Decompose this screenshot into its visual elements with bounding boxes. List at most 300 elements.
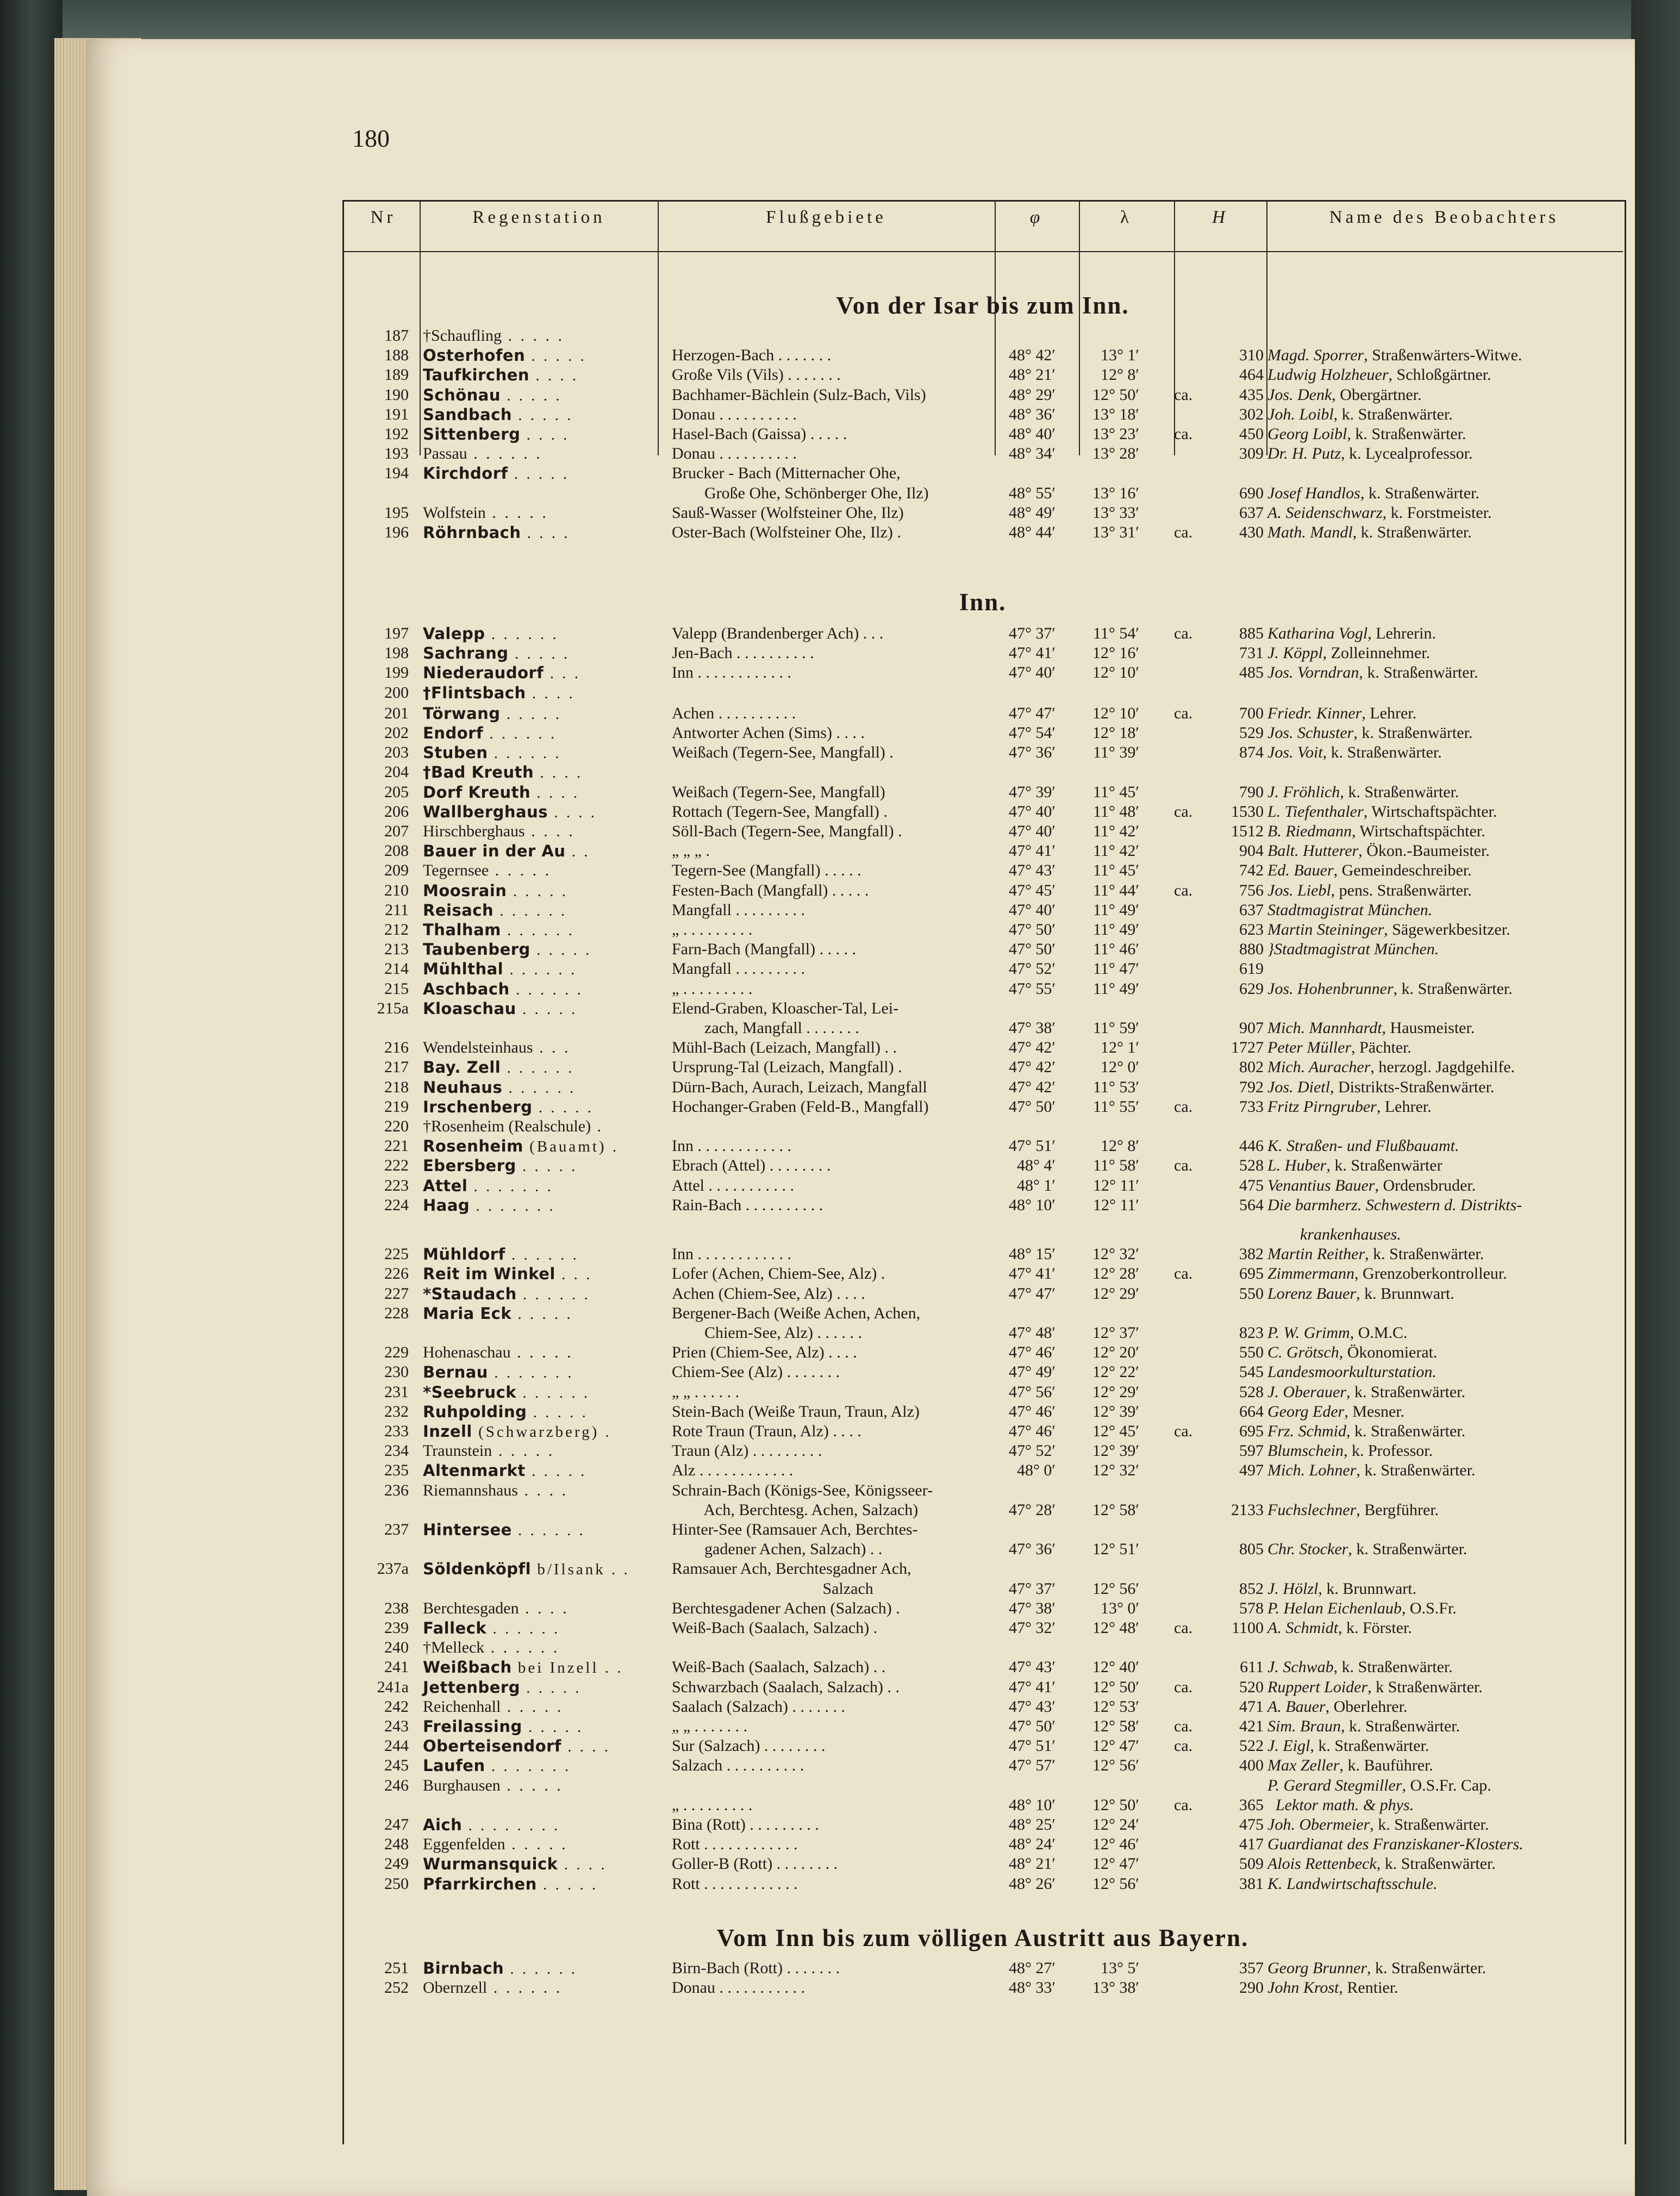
table-row (342, 1362, 1623, 1382)
table-row (342, 1481, 1623, 1500)
row-number: 207 (384, 822, 409, 840)
table-row (342, 1835, 1623, 1854)
station-label: Valepp (423, 624, 485, 643)
latitude: 47° 54′ (1008, 724, 1056, 742)
table-row (342, 802, 1623, 822)
height: 880 (1239, 940, 1264, 958)
latitude: 47° 57′ (1008, 1756, 1056, 1774)
station-name (423, 1736, 611, 1756)
station-leader-dots: . . . . . (500, 705, 562, 723)
row-number: 213 (384, 940, 409, 958)
table-row (342, 861, 1623, 880)
observer (1267, 1284, 1622, 1304)
observer (1267, 1500, 1622, 1520)
station-name (423, 1461, 602, 1481)
observer (1267, 920, 1622, 940)
station-label: *Staudach (423, 1285, 517, 1303)
observer-role: , k. Straßenwärter. (1370, 1816, 1489, 1834)
station-name (423, 1481, 602, 1500)
observer (1267, 365, 1622, 385)
station-label: Bernau (423, 1363, 488, 1381)
station-leader-dots: . . . . (561, 1738, 611, 1755)
station-name (423, 1038, 602, 1058)
observer-role: , k. Brunnwart. (1318, 1580, 1417, 1598)
height: 475 (1239, 1816, 1264, 1834)
river-basin: Herzogen-Bach . . . . . . . (672, 346, 832, 364)
observer-name: A. Bauer (1267, 1698, 1326, 1716)
station-leader-dots: . . . . . (492, 1442, 555, 1460)
station-label: Reit im Winkel (423, 1265, 555, 1283)
latitude: 47° 42′ (1008, 1078, 1056, 1096)
station-leader-dots: . . . . . (527, 1404, 588, 1421)
river-basin: Rain-Bach . . . . . . . . . . (672, 1196, 823, 1214)
header-separator (342, 251, 1623, 252)
river-basin: Bina (Rott) . . . . . . . . . (672, 1816, 819, 1834)
height: 485 (1239, 664, 1264, 681)
longitude: 12° 11′ (1093, 1177, 1139, 1194)
observer (1267, 1815, 1622, 1835)
observer-role: , k. Straßenwärter. (1393, 980, 1513, 998)
approx-marker: ca. (1174, 704, 1193, 722)
latitude: 47° 41′ (1008, 644, 1056, 662)
observer (1267, 523, 1622, 542)
longitude: 11° 54′ (1093, 624, 1139, 642)
table-row (342, 1196, 1623, 1215)
height: 805 (1239, 1540, 1264, 1558)
observer-role: , O.S.Fr. Cap. (1402, 1776, 1491, 1794)
station-name (423, 1638, 602, 1657)
height: 421 (1239, 1717, 1264, 1735)
latitude: 48° 1′ (1016, 1177, 1056, 1194)
observer (1267, 900, 1622, 920)
table-row (342, 1697, 1623, 1717)
row-number: 241 (384, 1658, 409, 1676)
station-leader-dots: . . . . . . (486, 1620, 560, 1637)
latitude: 48° 21′ (1008, 366, 1056, 384)
height: 464 (1239, 366, 1264, 384)
row-number: 223 (384, 1177, 409, 1194)
river-basin: „ . . . . . . . . . (672, 980, 753, 998)
table-row (342, 1244, 1623, 1264)
station-leader-dots: . . . . . . (503, 961, 577, 978)
longitude: 11° 48′ (1093, 803, 1139, 821)
row-number: 231 (384, 1383, 409, 1401)
height: 357 (1239, 1959, 1264, 1977)
river-basin: Valepp (Brandenberger Ach) . . . (672, 624, 884, 642)
station-leader-dots: . . . . . . (467, 445, 542, 462)
observer (1267, 1795, 1622, 1815)
observer-role: , pens. Straßenwärter. (1331, 881, 1472, 899)
river-basin: Salzach . . . . . . . . . . (672, 1756, 804, 1774)
station-name (423, 1697, 602, 1717)
observer-name: J. Eigl (1267, 1737, 1310, 1755)
longitude: 11° 53′ (1093, 1078, 1139, 1096)
river-basin: Mühl-Bach (Leizach, Mangfall) . . (672, 1038, 897, 1056)
header-nr: Nr (370, 208, 396, 227)
observer-name: Ed. Bauer (1267, 861, 1334, 879)
longitude: 11° 44′ (1093, 881, 1139, 899)
longitude: 12° 50′ (1092, 386, 1139, 404)
observer (1267, 822, 1622, 841)
observer-role: , Lehrer. (1376, 1098, 1432, 1116)
table-row (342, 1579, 1623, 1599)
longitude: 12° 46′ (1092, 1835, 1139, 1853)
table-row (342, 1540, 1623, 1559)
latitude: 48° 24′ (1008, 1835, 1056, 1853)
station-leader-dots: . . . . . (485, 504, 548, 522)
table-row (342, 1678, 1623, 1697)
observer-name: J. Schwab (1267, 1658, 1334, 1676)
longitude: 12° 29′ (1092, 1383, 1139, 1401)
row-number: 243 (384, 1717, 409, 1735)
row-number: 250 (384, 1875, 409, 1893)
observer-name: Ludwig Holzheuer (1267, 366, 1389, 384)
height: 885 (1239, 624, 1264, 642)
row-number: 197 (384, 624, 409, 642)
station-name (423, 624, 602, 644)
latitude: 47° 39′ (1008, 783, 1056, 801)
latitude: 47° 56′ (1008, 1383, 1056, 1401)
station-name (423, 424, 602, 445)
station-leader-dots: . . . . . (508, 465, 570, 483)
station-label: Wolfstein (423, 504, 486, 522)
station-leader-dots: . . . . (519, 1599, 569, 1617)
river-basin: Saalach (Salzach) . . . . . . . (672, 1698, 846, 1716)
section-title: Vom Inn bis zum völligen Austritt aus Bayern. (716, 1924, 1249, 1951)
table-row (342, 1959, 1623, 1978)
latitude: 48° 29′ (1008, 386, 1056, 404)
observer-name: Jos. Dietl (1267, 1078, 1330, 1096)
row-number: 247 (384, 1816, 409, 1834)
river-basin: Birn-Bach (Rott) . . . . . . . (672, 1959, 840, 1977)
longitude: 11° 58′ (1093, 1156, 1139, 1174)
river-basin: Mangfall . . . . . . . . . (672, 901, 805, 919)
station-name (423, 940, 602, 960)
river-basin: Salzach (672, 1580, 873, 1598)
observer-name: Friedr. Kinner (1267, 704, 1362, 722)
observer-role: , k. Straßenwärter. (1376, 1855, 1496, 1873)
observer-role: , k. Straßenwärter. (1333, 1658, 1453, 1676)
station-leader-dots: . . . (544, 665, 580, 682)
station-leader-dots: . . . . . . (488, 744, 561, 762)
station-name (423, 1599, 602, 1618)
station-name (423, 663, 602, 683)
latitude: 48° 34′ (1008, 445, 1056, 462)
station-leader-dots: . . . . . . (487, 1979, 563, 1997)
station-label: Tegernsee (423, 861, 489, 879)
table-row (342, 900, 1623, 920)
station-name (423, 444, 602, 464)
station-name (423, 1618, 602, 1638)
header-observer: Name des Beobachters (1329, 208, 1559, 227)
height: 1512 (1231, 822, 1264, 840)
longitude: 12° 45′ (1092, 1422, 1139, 1440)
height: 522 (1239, 1737, 1264, 1755)
table-row (342, 1402, 1623, 1422)
approx-marker: ca. (1174, 1422, 1193, 1440)
row-number: 245 (384, 1756, 409, 1774)
station-leader-dots: . . . . . . (484, 1638, 560, 1656)
header-latitude: φ (1029, 208, 1044, 227)
height: 435 (1239, 386, 1264, 404)
station-label: †Bad Kreuth (423, 763, 534, 781)
station-name (423, 762, 602, 783)
table-row (342, 346, 1623, 365)
station-name (423, 959, 602, 979)
longitude: 12° 28′ (1092, 1265, 1139, 1282)
approx-marker: ca. (1174, 1098, 1193, 1116)
river-basin: Traun (Alz) . . . . . . . . . (672, 1442, 822, 1460)
station-label: Inzell (423, 1422, 472, 1441)
station-label: Wendelsteinhaus (423, 1038, 533, 1056)
observer (1267, 861, 1622, 880)
latitude: 47° 38′ (1008, 1019, 1056, 1037)
river-basin: Attel . . . . . . . . . . . (672, 1177, 794, 1194)
observer (1267, 1196, 1622, 1215)
observer-role: , Gemeindeschreiber. (1333, 861, 1472, 879)
river-basin: Achen (Chiem-See, Alz) . . . . (672, 1285, 865, 1303)
table-row (342, 1638, 1623, 1657)
approx-marker: ca. (1174, 1737, 1193, 1755)
latitude: 48° 42′ (1008, 346, 1056, 364)
station-name (423, 1058, 602, 1078)
observer-name: Martin Steininger (1267, 921, 1384, 939)
height: 756 (1239, 881, 1264, 899)
approx-marker: ca. (1174, 1678, 1193, 1696)
station-label: Ebersberg (423, 1156, 516, 1175)
row-number: 193 (384, 445, 409, 462)
latitude: 47° 43′ (1008, 1698, 1056, 1716)
height: 509 (1239, 1855, 1264, 1873)
station-leader-dots: . . . (555, 1266, 592, 1283)
table-row (342, 1323, 1623, 1343)
longitude: 12° 16′ (1092, 644, 1139, 662)
table-row (342, 959, 1623, 979)
latitude: 47° 28′ (1008, 1501, 1056, 1519)
station-leader-dots: . . . . . (500, 1776, 563, 1794)
river-basin: Rott . . . . . . . . . . . . (672, 1875, 798, 1893)
longitude: 11° 49′ (1093, 901, 1139, 919)
height: 529 (1239, 724, 1264, 742)
observer-role: , k. Straßenwärter. (1352, 523, 1472, 541)
station-name (423, 464, 602, 484)
table-row (342, 1854, 1623, 1874)
station-name (423, 861, 602, 880)
river-basin: Chiem-See, Alz) . . . . . . (672, 1324, 862, 1342)
approx-marker: ca. (1174, 523, 1193, 541)
table-row (342, 743, 1623, 762)
station-name (423, 1362, 602, 1382)
river-basin: Söll-Bach (Tegern-See, Mangfall) . (672, 822, 902, 840)
row-number: 234 (384, 1442, 409, 1460)
latitude: 48° 21′ (1008, 1855, 1056, 1873)
station-leader-dots: . . . . (548, 804, 597, 821)
observer-role: , k. Straßenwärter. (1341, 1717, 1460, 1735)
longitude: 12° 53′ (1092, 1698, 1139, 1716)
table-row (342, 1264, 1623, 1284)
approx-marker: ca. (1174, 624, 1193, 642)
latitude: 47° 42′ (1008, 1058, 1056, 1076)
station-leader-dots: . . . . . . (501, 922, 574, 939)
latitude: 47° 37′ (1008, 1580, 1056, 1598)
approx-marker: ca. (1174, 803, 1193, 821)
height: 637 (1239, 504, 1264, 522)
river-basin: Prien (Chiem-See, Alz) . . . . (672, 1343, 857, 1361)
observer-name: Lorenz Bauer (1267, 1285, 1357, 1303)
table-row (342, 783, 1623, 802)
observer (1267, 663, 1622, 683)
station-label: Reisach (423, 901, 494, 919)
observer (1267, 1176, 1622, 1196)
longitude: 12° 10′ (1092, 704, 1139, 722)
table-row (342, 1284, 1623, 1304)
height: 520 (1239, 1678, 1264, 1696)
longitude: 11° 55′ (1093, 1098, 1139, 1116)
station-label: †Melleck (423, 1638, 485, 1656)
table-row (342, 704, 1623, 723)
table-row (342, 881, 1623, 900)
height: 700 (1239, 704, 1264, 722)
longitude: 12° 10′ (1092, 664, 1139, 681)
observer-name: J. Fröhlich (1267, 783, 1340, 801)
longitude: 12° 11′ (1093, 1196, 1139, 1214)
table-row (342, 1156, 1623, 1175)
river-basin: Hinter-See (Ramsauer Ach, Berchtes- (672, 1521, 918, 1538)
observer (1267, 704, 1622, 723)
height: 302 (1239, 405, 1264, 423)
table-row (342, 643, 1623, 663)
row-number: 233 (384, 1422, 409, 1440)
station-name (423, 643, 602, 664)
table-row (342, 1618, 1623, 1638)
longitude: 13° 28′ (1092, 445, 1139, 462)
observer-name: Jos. Hohenbrunner (1267, 980, 1394, 998)
river-basin: Hochanger-Graben (Feld-B., Mangfall) (672, 1098, 929, 1116)
station-label: Altenmarkt (423, 1461, 526, 1480)
observer-name: Mich. Mannhardt (1267, 1019, 1382, 1037)
row-number: 228 (384, 1304, 409, 1322)
height: 545 (1239, 1363, 1264, 1381)
station-name (423, 1874, 602, 1894)
height: 1530 (1231, 803, 1264, 821)
height: 823 (1239, 1324, 1264, 1342)
longitude: 13° 31′ (1092, 523, 1139, 541)
row-number: 220 (384, 1117, 409, 1135)
observer (1267, 1579, 1622, 1599)
station-name (423, 881, 602, 901)
observer-name: krankenhauses. (1267, 1225, 1401, 1243)
river-basin: Weiß-Bach (Saalach, Salzach) . (672, 1619, 878, 1637)
longitude: 12° 51′ (1092, 1540, 1139, 1558)
observer (1267, 979, 1622, 999)
station-label: Schönau (423, 386, 501, 404)
station-label: Moosrain (423, 881, 507, 900)
station-leader-dots: . . . (533, 1038, 571, 1056)
longitude: 12° 32′ (1092, 1245, 1139, 1263)
observer-role: , Grenzoberkontrolleur. (1354, 1265, 1507, 1282)
height: 528 (1239, 1156, 1264, 1174)
observer-name: Lektor math. & phys. (1267, 1796, 1414, 1814)
row-number: 229 (384, 1343, 409, 1361)
longitude: 12° 20′ (1092, 1343, 1139, 1361)
latitude: 47° 55′ (1008, 980, 1056, 998)
station-label: Endorf (423, 724, 484, 742)
approx-marker: ca. (1174, 1619, 1193, 1637)
station-label: Attel (423, 1177, 468, 1195)
river-basin: Chiem-See (Alz) . . . . . . . (672, 1363, 840, 1381)
station-leader-dots: . . . . . (512, 406, 573, 424)
observer-role: , Distrikts-Straßenwärter. (1329, 1078, 1495, 1096)
table-row (342, 999, 1623, 1018)
height: 802 (1239, 1058, 1264, 1076)
longitude: 12° 1′ (1100, 1038, 1139, 1056)
longitude: 11° 49′ (1093, 921, 1139, 939)
table-row (342, 1657, 1623, 1677)
river-basin: Sauß-Wasser (Wolfsteiner Ohe, Ilz) (672, 504, 904, 522)
station-name (423, 723, 602, 743)
observer-name: Venantius Bauer (1267, 1177, 1375, 1194)
header-longitude: λ (1120, 208, 1132, 227)
height: 637 (1239, 901, 1264, 919)
book-spine (0, 0, 63, 2196)
latitude: 47° 46′ (1008, 1403, 1056, 1421)
row-number: 230 (384, 1363, 409, 1381)
approx-marker: ca. (1174, 425, 1193, 443)
row-number: 212 (384, 921, 409, 939)
station-leader-dots: . . . . . . . (470, 1197, 555, 1215)
observer (1267, 1156, 1622, 1175)
page-number: 180 (352, 124, 390, 152)
observer-role: , Bergführer. (1356, 1501, 1439, 1519)
row-number: 190 (384, 386, 409, 404)
height: 417 (1239, 1835, 1264, 1853)
longitude: 11° 47′ (1093, 960, 1139, 978)
observer-name: J. Köppl (1267, 644, 1323, 662)
latitude: 47° 41′ (1008, 1265, 1056, 1282)
river-basin: Donau . . . . . . . . . . (672, 445, 797, 462)
longitude: 13° 5′ (1100, 1959, 1139, 1977)
station-leader-dots: . . . . . . (501, 1059, 574, 1077)
station-label: Ruhpolding (423, 1403, 527, 1421)
observer-name: P. W. Grimm (1267, 1324, 1350, 1342)
table-row (342, 326, 1623, 346)
station-name (423, 920, 602, 940)
observer (1267, 405, 1622, 424)
river-basin: Goller-B (Rott) . . . . . . . . (672, 1855, 838, 1873)
table-row (342, 1717, 1623, 1736)
observer-name: Katharina Vogl (1267, 624, 1368, 642)
table-row (342, 822, 1623, 841)
observer-name: Peter Müller (1267, 1038, 1352, 1056)
table-row (342, 1018, 1623, 1038)
station-leader-dots: bei Inzell . . (511, 1659, 623, 1676)
observer-role: , k. Professor. (1343, 1442, 1433, 1460)
height: 611 (1240, 1658, 1264, 1676)
row-number: 217 (384, 1058, 409, 1076)
river-basin: Bachhamer-Bächlein (Sulz-Bach, Vils) (672, 386, 926, 404)
station-leader-dots: . . . . . (525, 347, 586, 365)
river-basin: Alz . . . . . . . . . . . . (672, 1461, 794, 1479)
row-number: 235 (384, 1461, 409, 1479)
observer-name: Die barmherz. Schwestern d. Distrikts- (1267, 1196, 1522, 1214)
river-basin: Berchtesgadener Achen (Salzach) . (672, 1599, 900, 1617)
station-leader-dots: . . . . . . (494, 902, 567, 919)
station-name (423, 1196, 602, 1216)
station-leader-dots: . . . . . (505, 1835, 568, 1853)
station-label: Freilassing (423, 1717, 522, 1736)
station-leader-dots: . . . . . . . (488, 1364, 574, 1381)
observer-name: C. Grötsch (1267, 1343, 1339, 1361)
